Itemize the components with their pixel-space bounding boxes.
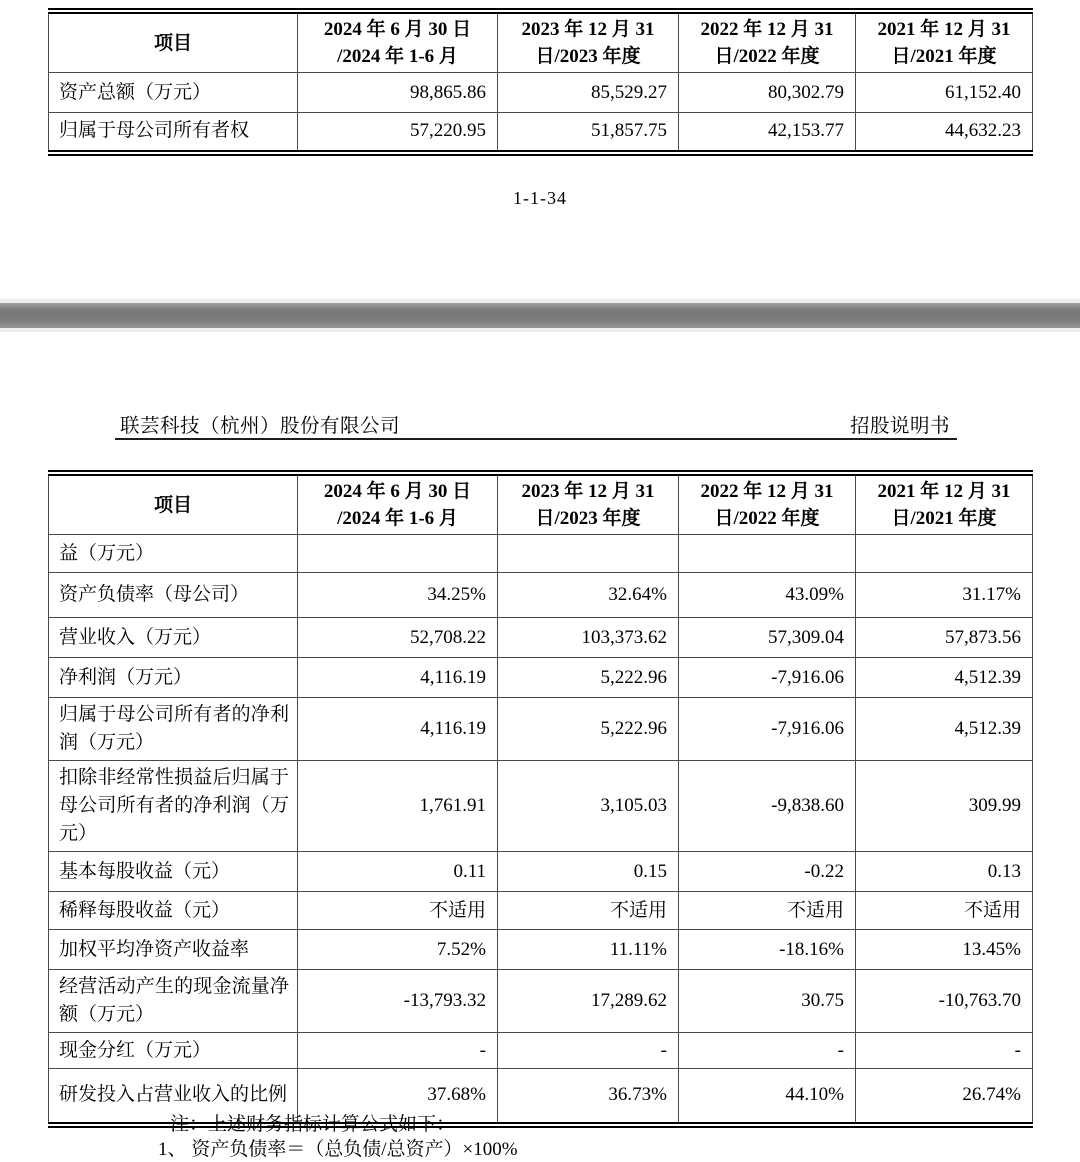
table-row	[49, 658, 1033, 698]
table-row	[49, 1033, 1033, 1069]
table-row	[49, 618, 1033, 658]
value-cell: 57,873.56	[856, 618, 1033, 658]
value-cell: 51,857.75	[498, 113, 679, 153]
column-header-2024	[298, 11, 498, 73]
column-header-item	[49, 11, 298, 73]
row-label: 净利润（万元）	[49, 658, 298, 698]
value-cell: 4,116.19	[298, 658, 498, 698]
column-header-text: 日/2023 年度	[535, 46, 641, 67]
value-cell: -10,763.70	[856, 970, 1033, 1033]
table-row	[49, 970, 1033, 1033]
value-cell: 61,152.40	[856, 73, 1033, 113]
column-header-2022	[679, 11, 856, 73]
value-cell: 5,222.96	[498, 698, 679, 761]
footnote-formula: 1、 资产负债率＝（总负债/总资产）×100%	[158, 1139, 518, 1160]
page-divider-edge	[0, 328, 1080, 332]
value-cell: 13.45%	[856, 930, 1033, 970]
value-cell: 4,116.19	[298, 698, 498, 761]
table-row	[49, 852, 1033, 892]
column-header-text: 2021 年 12 月 31	[877, 481, 1011, 502]
table-row	[49, 573, 1033, 618]
page-divider	[0, 299, 1080, 332]
value-cell: 43.09%	[679, 573, 856, 618]
column-header-text: 项目	[153, 494, 192, 516]
value-cell: -	[856, 1033, 1033, 1069]
value-cell: 34.25%	[298, 573, 498, 618]
value-cell	[856, 535, 1033, 573]
column-header-2023	[498, 11, 679, 73]
value-cell: -	[298, 1033, 498, 1069]
column-header-2024	[298, 473, 498, 535]
table-row	[49, 892, 1033, 930]
value-cell: 31.17%	[856, 573, 1033, 618]
value-cell: 0.15	[498, 852, 679, 892]
row-label: 益（万元）	[49, 535, 298, 573]
row-label: 归属于母公司所有者的净利润（万元）	[49, 698, 298, 761]
header-rule	[115, 438, 957, 440]
value-cell: -	[679, 1033, 856, 1069]
table-row	[49, 113, 1033, 153]
column-header-text: 2022 年 12 月 31	[700, 19, 834, 40]
column-header-text: 2023 年 12 月 31	[521, 481, 655, 502]
row-label: 归属于母公司所有者权	[49, 113, 298, 153]
row-label: 基本每股收益（元）	[49, 852, 298, 892]
value-cell	[679, 535, 856, 573]
value-cell: 1,761.91	[298, 761, 498, 852]
value-cell: 98,865.86	[298, 73, 498, 113]
value-cell: 30.75	[679, 970, 856, 1033]
value-cell: 4,512.39	[856, 658, 1033, 698]
row-label: 研发投入占营业收入的比例	[49, 1069, 298, 1125]
column-header-text: 日/2022 年度	[714, 508, 820, 529]
row-label: 经营活动产生的现金流量净额（万元）	[49, 970, 298, 1033]
value-cell: -13,793.32	[298, 970, 498, 1033]
column-header-2021	[856, 11, 1033, 73]
table-row	[49, 73, 1033, 113]
value-cell: 0.13	[856, 852, 1033, 892]
row-label: 资产总额（万元）	[49, 73, 298, 113]
footnote: 注：上述财务指标计算公式如下：	[170, 1114, 456, 1135]
value-cell: 17,289.62	[498, 970, 679, 1033]
value-cell: 11.11%	[498, 930, 679, 970]
column-header-text: 日/2023 年度	[535, 508, 641, 529]
table-row	[49, 698, 1033, 761]
value-cell: 36.73%	[498, 1069, 679, 1125]
value-cell: 37.68%	[298, 1069, 498, 1125]
column-header-text: 2022 年 12 月 31	[700, 481, 834, 502]
value-cell: 57,309.04	[679, 618, 856, 658]
column-header-2022	[679, 473, 856, 535]
value-cell: 7.52%	[298, 930, 498, 970]
value-cell: 44.10%	[679, 1069, 856, 1125]
value-cell: 32.64%	[498, 573, 679, 618]
column-header-text: /2024 年 1-6 月	[337, 46, 458, 67]
value-cell: -	[498, 1033, 679, 1069]
value-cell: 不适用	[856, 892, 1033, 930]
column-header-text: 日/2021 年度	[891, 46, 997, 67]
value-cell: 52,708.22	[298, 618, 498, 658]
value-cell: 44,632.23	[856, 113, 1033, 153]
value-cell	[498, 535, 679, 573]
table-header-row	[49, 11, 1033, 73]
value-cell: 42,153.77	[679, 113, 856, 153]
financial-indicators-table	[48, 470, 1033, 1128]
value-cell: 26.74%	[856, 1069, 1033, 1125]
value-cell: 5,222.96	[498, 658, 679, 698]
column-header-2021	[856, 473, 1033, 535]
value-cell: 不适用	[498, 892, 679, 930]
table-header	[49, 11, 1033, 73]
value-cell: -7,916.06	[679, 658, 856, 698]
financial-summary-table-top	[48, 8, 1033, 156]
row-label: 扣除非经常性损益后归属于母公司所有者的净利润（万元）	[49, 761, 298, 852]
table-row	[49, 535, 1033, 573]
table-header-row	[49, 473, 1033, 535]
value-cell: 103,373.62	[498, 618, 679, 658]
value-cell: -9,838.60	[679, 761, 856, 852]
value-cell: 0.11	[298, 852, 498, 892]
value-cell: -18.16%	[679, 930, 856, 970]
row-label: 营业收入（万元）	[49, 618, 298, 658]
column-header-text: 2021 年 12 月 31	[877, 19, 1011, 40]
page-divider-bar	[0, 303, 1080, 328]
value-cell: 309.99	[856, 761, 1033, 852]
table-row	[49, 761, 1033, 852]
row-label: 加权平均净资产收益率	[49, 930, 298, 970]
value-cell: 80,302.79	[679, 73, 856, 113]
row-label: 资产负债率（母公司）	[49, 573, 298, 618]
column-header-text: 2024 年 6 月 30 日	[323, 19, 472, 40]
value-cell: 不适用	[679, 892, 856, 930]
document-title: 招股说明书	[849, 416, 950, 437]
value-cell: -0.22	[679, 852, 856, 892]
table-header	[49, 473, 1033, 535]
company-name: 联芸科技（杭州）股份有限公司	[120, 416, 401, 437]
page-number: 1-1-34	[513, 188, 567, 208]
column-header-text: /2024 年 1-6 月	[337, 508, 458, 529]
value-cell	[298, 535, 498, 573]
column-header-text: 2023 年 12 月 31	[521, 19, 655, 40]
column-header-item	[49, 473, 298, 535]
column-header-2023	[498, 473, 679, 535]
value-cell: 57,220.95	[298, 113, 498, 153]
table-row	[49, 930, 1033, 970]
column-header-text: 日/2022 年度	[714, 46, 820, 67]
row-label: 稀释每股收益（元）	[49, 892, 298, 930]
value-cell: 4,512.39	[856, 698, 1033, 761]
value-cell: -7,916.06	[679, 698, 856, 761]
row-label: 现金分红（万元）	[49, 1033, 298, 1069]
value-cell: 3,105.03	[498, 761, 679, 852]
value-cell: 不适用	[298, 892, 498, 930]
column-header-text: 2024 年 6 月 30 日	[323, 481, 472, 502]
column-header-text: 项目	[153, 32, 192, 54]
column-header-text: 日/2021 年度	[891, 508, 997, 529]
value-cell: 85,529.27	[498, 73, 679, 113]
